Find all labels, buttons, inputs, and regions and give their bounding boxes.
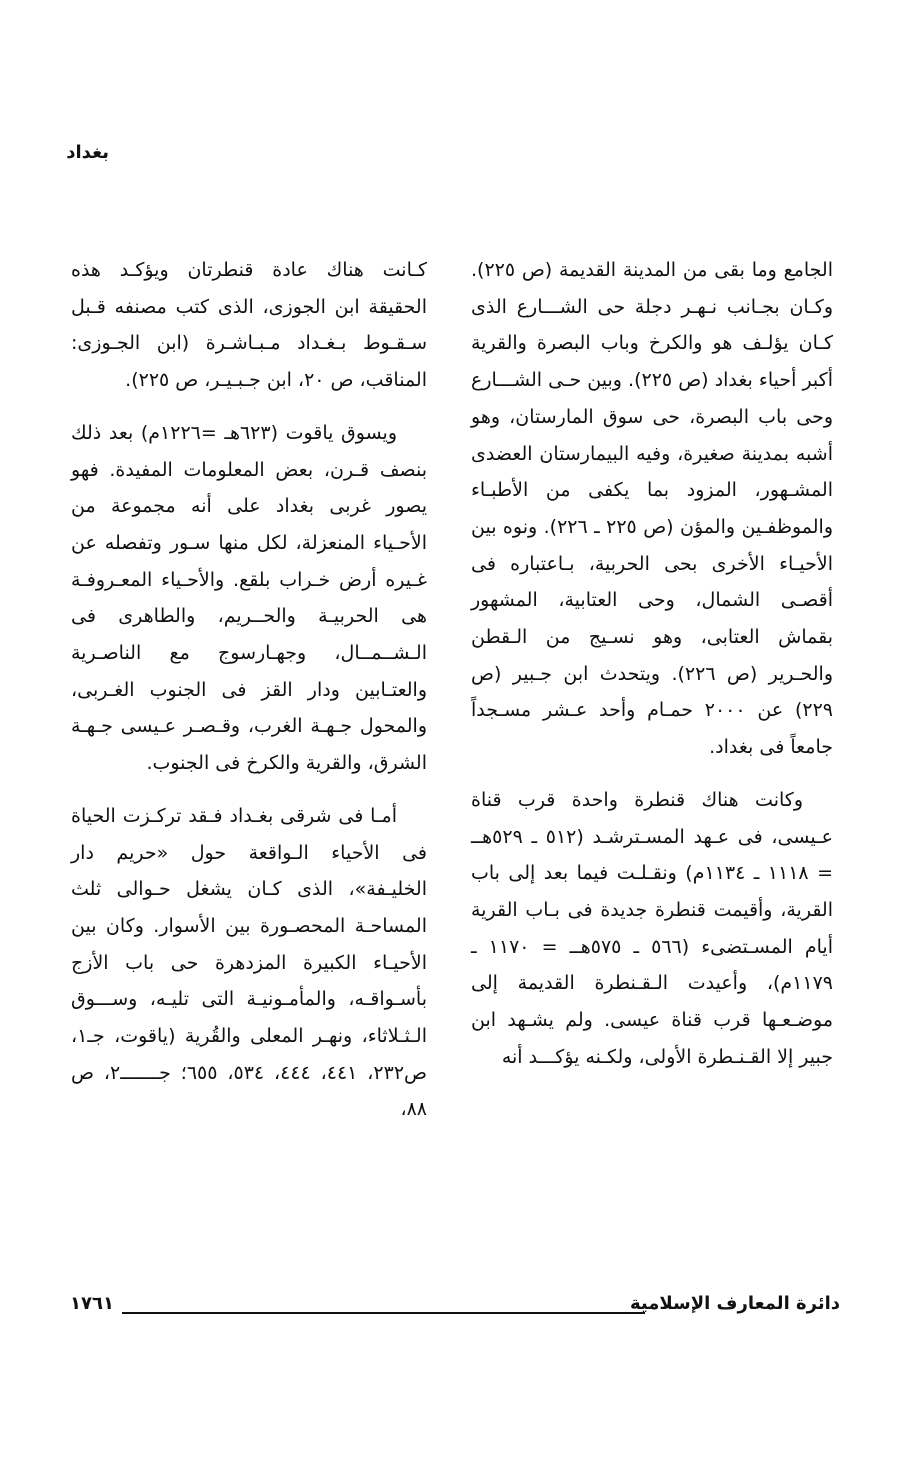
right-column [471, 252, 833, 1091]
page-footer [70, 1293, 840, 1323]
paragraph: الجامع وما بقى من المدينة القديمة (ص ٢٢٥). وكـان بجـانب نـهـر دجلة حى الشـــارع الذى كـان يؤلـف هو والكرخ وباب البصرة والقرية أكبر أحياء بغداد (ص ٢٢٥). وبين حـى الشـــارع وحى باب البصرة، حى سوق المارستان، وهو أشبه بمدينة صغيرة، وفيه البيمارستان العضدى المشـهور، المزود بما يكفى من الأطبـاء والموظفـين والمؤن (ص ٢٢٥ ـ ٢٢٦). ونوه بين الأحيـاء الأخرى بحى الحربية، بـاعتباره فى أقصـى الشمال، وحى العتابية، المشهور بقماش العتابى، وهو نسـيج من الـقطن والحـرير (ص ٢٢٦). ويتحدث ابن جـبير (ص ٢٢٩) عن ٢٠٠٠ حمـام وأحد عـشر مسـجداً جامعاً فى بغداد. [471, 259, 834, 759]
footer-divider [122, 1312, 645, 1314]
running-header: بغداد [66, 142, 109, 163]
page-number: ١٧٦١ [70, 1293, 114, 1314]
publication-title: دائرة المعارف الإسلامية [629, 1293, 840, 1314]
paragraph: ويسوق ياقوت (٦٢٣هـ =١٢٢٦م) بعد ذلك بنصف قـرن، بعض المعلومات المفيدة. فهو يصور غربى بغداد على أنه مجموعة من الأحـياء المنعزلة، لكل منها سـور وتفصله عن غـيره أرض خـراب بلقع. والأحـياء المعـروفـة هى الحربيـة والحــريم، والطاهرى فى الـشــمــال، وجهـارسوج مع الناصـرية والعتـابين ودار القز فى الجنوب الغـربى، والمحول جـهـة الغرب، وقـصـر عـيسى جـهـة الشرق، والقرية والكرخ فى الجنوب. [71, 421, 427, 775]
paragraph: أمـا فى شرقى بغـداد فـقد تركـزت الحياة فى الأحياء الـواقعة حول «حريم دار الخليـفة»، الذى كـان يشغل حـوالى ثلث المساحـة المحصـورة بين الأسوار. وكان بين الأحيـاء الكبيرة المزدهرة حى باب الأزج بأسـواقـه، والمأمـونيـة التى تليـه، وســـوق الـثـلاثاء، ونهـر المعلى والقُرية (ياقوت، جـ١، ص٢٣٢، ٤٤١، ٤٤٤، ٥٣٤، ٦٥٥؛ جـــــــ٢، ص ٨٨، [71, 804, 428, 1121]
left-column [71, 252, 427, 1144]
paragraph: كـانت هناك عادة قنطرتان ويؤكـد هذه الحقيقة ابن الجوزى، الذى كتب مصنفه قـبل سـقـوط بـغـداد مـبـاشـرة (ابن الجـوزى: المناقب، ص ٢٠، ابن جـبـيـر، ص ٢٢٥). [71, 259, 427, 392]
paragraph: وكانت هناك قنطرة واحدة قرب قناة عـيسى، فى عـهد المسـترشـد (٥١٢ ـ ٥٢٩هــ = ١١١٨ ـ ١١٣٤م) ونقـلـت فيما بعد إلى باب القرية، وأقيمت قنطرة جديدة فى بـاب القرية أيام المسـتضىء (٥٦٦ ـ ٥٧٥هــ = ١١٧٠ ـ ١١٧٩م)، وأعيدت الـقـنطرة القديمة إلى موضـعـها قرب قناة عيسى. ولم يشـهد ابن جبير إلا القـنـطرة الأولى، ولكـنه يؤكـــد أنه [471, 788, 833, 1068]
